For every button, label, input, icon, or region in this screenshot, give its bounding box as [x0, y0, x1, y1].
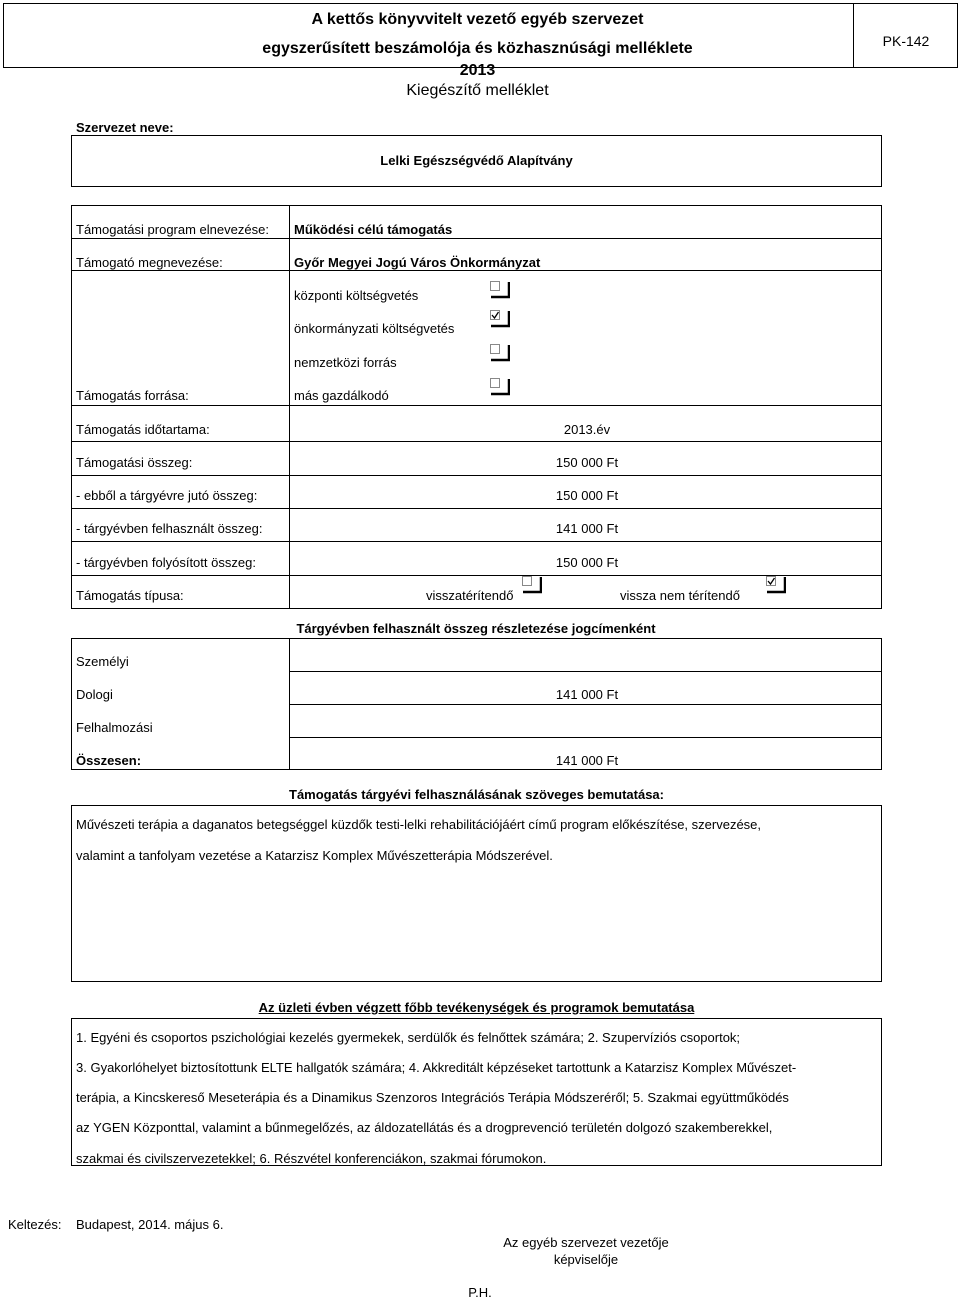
amount-value: 150 000 Ft	[555, 455, 619, 470]
breakdown-total-value: 141 000 Ft	[555, 753, 619, 768]
type-refund-checkbox[interactable]	[522, 576, 542, 594]
usage-line: valamint a tanfolyam vezetése a Katarzisz Komplex Művészetterápia Módszerével.	[76, 848, 553, 863]
row-line	[71, 541, 882, 542]
row-line	[71, 405, 882, 406]
program-value: Működési célú támogatás	[294, 222, 453, 237]
activity-line: 3. Gyakorlóhelyet biztosítottunk ELTE hallgatók számára; 4. Akkreditált képzéseket tartottunk a Katarzisz Komplex Művészet-	[76, 1060, 797, 1075]
paid-label: - tárgyévben folyósított összeg:	[76, 555, 256, 570]
program-label: Támogatási program elnevezése:	[76, 222, 269, 237]
source-label: Támogatás forrása:	[76, 388, 189, 403]
activity-line: 1. Egyéni és csoportos pszichológiai kezelés gyermekek, serdülők és felnőttek számára; 2. Szupervíziós csoportok;	[76, 1030, 741, 1045]
signer-line-1: Az egyéb szervezet vezetője	[503, 1235, 669, 1250]
source-other-checkbox[interactable]	[490, 378, 510, 396]
paid-value: 150 000 Ft	[555, 555, 619, 570]
breakdown-title: Tárgyévben felhasznált összeg részletezése jogcímenként	[296, 621, 656, 636]
duration-label: Támogatás időtartama:	[76, 422, 210, 437]
breakdown-total-label: Összesen:	[76, 753, 142, 768]
org-name: Lelki Egészségvédő Alapítvány	[380, 153, 573, 168]
breakdown-personal-label: Személyi	[76, 654, 129, 669]
row-line	[289, 737, 882, 738]
type-nonrefund-checkbox[interactable]	[766, 576, 786, 594]
signer-line-2: képviselője	[553, 1252, 619, 1267]
source-municipal-checkbox[interactable]	[490, 310, 510, 328]
stamp-placeholder: P.H.	[468, 1285, 492, 1300]
header-subtitle: Kiegészítő melléklet	[406, 82, 549, 99]
type-label: Támogatás típusa:	[76, 588, 184, 603]
row-line	[71, 508, 882, 509]
usage-title: Támogatás tárgyévi felhasználásának szöveges bemutatása:	[289, 787, 664, 802]
activities-title: Az üzleti évben végzett főbb tevékenységek és programok bemutatása	[258, 1000, 695, 1015]
used-label: - tárgyévben felhasznált összeg:	[76, 521, 263, 536]
header-title-1: A kettős könyvvitelt vezető egyéb szervezet	[311, 11, 644, 28]
activity-line: terápia, a Kincskereső Meseterápia és a Dinamikus Szenzoros Integrációs Terápia Módszeréről; 5. Szakmai együttműködés	[76, 1090, 789, 1105]
row-line	[289, 671, 882, 672]
row-line	[71, 575, 882, 576]
row-line	[71, 270, 882, 271]
duration-value: 2013.év	[563, 422, 611, 437]
usage-line: Művészeti terápia a daganatos betegséggel küzdők testi-lelki rehabilitációjáért című program előkészítése, szervezése,	[76, 817, 762, 832]
year-part-label: - ebből a tárgyévre jutó összeg:	[76, 488, 258, 503]
source-municipal-label: önkormányzati költségvetés	[294, 321, 455, 336]
date-label: Keltezés:	[8, 1217, 62, 1232]
support-col-divider	[289, 205, 290, 609]
breakdown-material-value: 141 000 Ft	[555, 687, 619, 702]
org-label: Szervezet neve:	[76, 120, 174, 135]
type-nonrefund-label: vissza nem térítendő	[620, 588, 740, 603]
activity-line: szakmai és civilszervezetekkel; 6. Részvétel konferenciákon, szakmai fórumokon.	[76, 1151, 547, 1166]
source-central-checkbox[interactable]	[490, 281, 510, 299]
type-refund-label: visszatérítendő	[426, 588, 514, 603]
row-line	[289, 704, 882, 705]
supporter-value: Győr Megyei Jogú Város Önkormányzat	[294, 255, 541, 270]
year-part-value: 150 000 Ft	[555, 488, 619, 503]
breakdown-capital-label: Felhalmozási	[76, 720, 153, 735]
row-line	[71, 475, 882, 476]
supporter-label: Támogató megnevezése:	[76, 255, 223, 270]
source-central-label: központi költségvetés	[294, 288, 419, 303]
row-line	[71, 238, 882, 239]
source-other-label: más gazdálkodó	[294, 388, 389, 403]
source-international-label: nemzetközi forrás	[294, 355, 397, 370]
source-international-checkbox[interactable]	[490, 344, 510, 362]
row-line	[71, 441, 882, 442]
amount-label: Támogatási összeg:	[76, 455, 193, 470]
date-value: Budapest, 2014. május 6.	[76, 1217, 224, 1232]
breakdown-material-label: Dologi	[76, 687, 113, 702]
form-code: PK-142	[882, 33, 930, 49]
header-year: 2013	[459, 62, 496, 79]
activity-line: az YGEN Központtal, valamint a bűnmegelőzés, az áldozatellátás és a drogprevenció területén dolgozó szakemberekkel,	[76, 1120, 773, 1135]
header-title-2: egyszerűsített beszámolója és közhasznúsági melléklete	[262, 40, 693, 57]
used-value: 141 000 Ft	[555, 521, 619, 536]
